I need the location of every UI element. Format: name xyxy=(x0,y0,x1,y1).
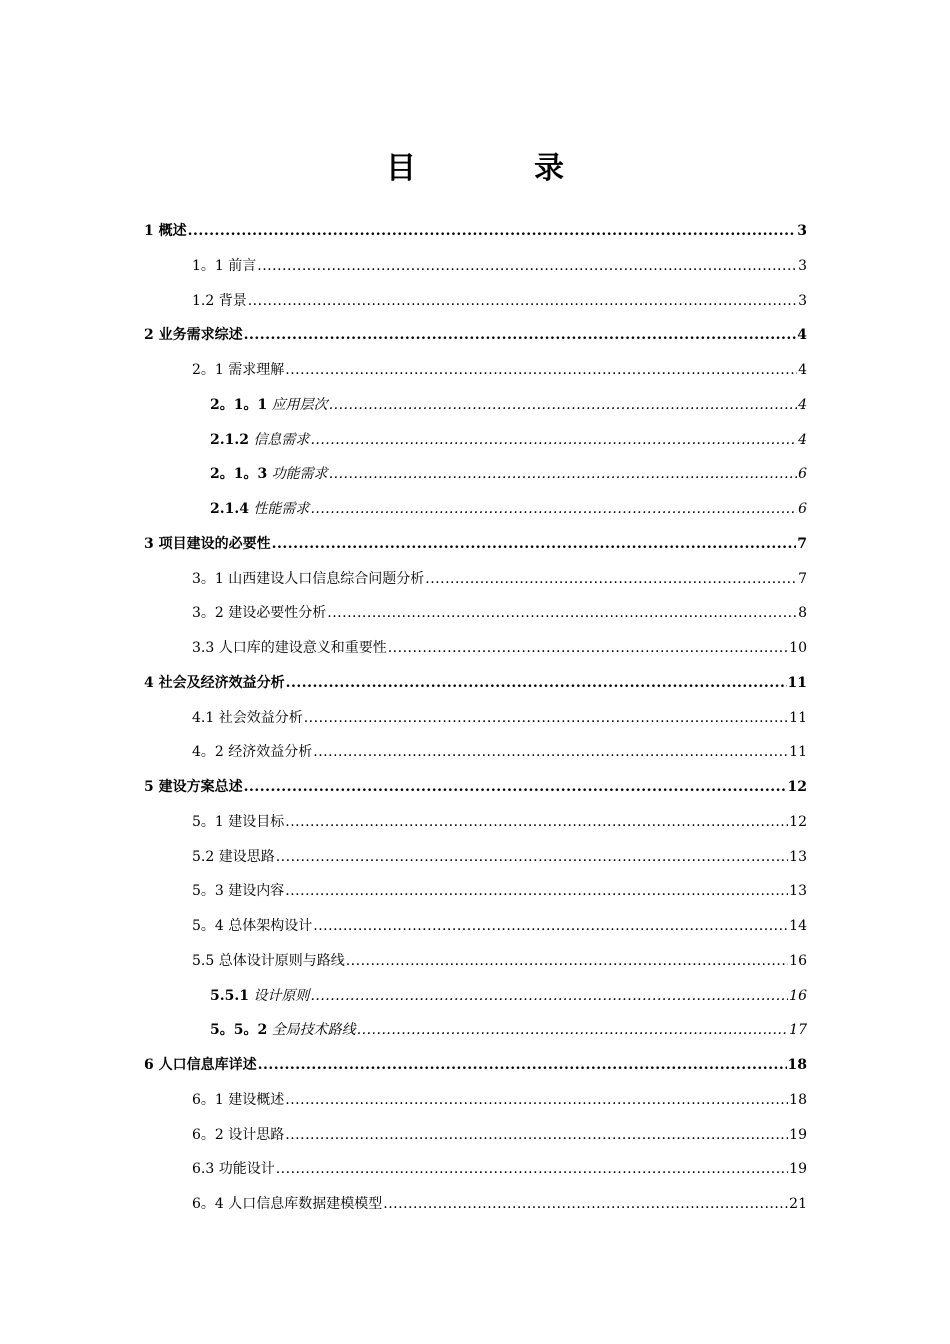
toc-entry-text: 社会及经济效益分析 xyxy=(158,674,285,691)
toc-entry-text: 应用层次 xyxy=(271,396,328,413)
toc-entry-level-2[interactable] xyxy=(144,805,807,840)
toc-entry-text: 概述 xyxy=(158,223,187,239)
toc-entry-level-2[interactable] xyxy=(144,1187,807,1222)
title-char-right: 录 xyxy=(534,151,564,186)
toc-dot-leader xyxy=(276,840,788,875)
toc-entry-level-2[interactable] xyxy=(144,874,807,909)
toc-entry-title xyxy=(192,909,312,944)
toc-entry-page-number: 8 xyxy=(798,605,807,622)
toc-entry-level-3[interactable] xyxy=(144,492,807,527)
toc-entry-page-number: 17 xyxy=(789,1022,807,1039)
toc-entry-text: 建设概述 xyxy=(228,1091,285,1108)
toc-entry-level-2[interactable] xyxy=(144,284,807,319)
toc-entry-level-2[interactable] xyxy=(144,596,807,631)
toc-entry-page-number: 16 xyxy=(789,987,807,1004)
toc-entry-text: 前言 xyxy=(228,257,257,274)
toc-entry-title xyxy=(192,353,284,388)
toc-entry-text: 建设必要性分析 xyxy=(228,605,327,622)
toc-entry-number: 4。2 xyxy=(192,744,224,761)
toc-entry-number: 1。1 xyxy=(192,257,224,274)
toc-entry-text: 建设思路 xyxy=(218,848,275,865)
table-of-contents xyxy=(144,214,807,1222)
toc-entry-page-number: 19 xyxy=(789,1126,807,1143)
toc-dot-leader xyxy=(285,353,797,388)
toc-entry-page-number: 4 xyxy=(797,327,807,344)
toc-entry-text: 人口信息库详述 xyxy=(158,1057,257,1073)
toc-entry-level-2[interactable] xyxy=(144,249,807,284)
toc-entry-page-number: 21 xyxy=(789,1196,807,1212)
toc-entry-text: 人口库的建设意义和重要性 xyxy=(218,640,387,656)
title-char-left: 目 xyxy=(386,151,416,186)
toc-entry-page-number: 19 xyxy=(789,1161,807,1178)
toc-entry-page-number: 4 xyxy=(798,431,807,448)
toc-entry-text: 总体设计原则与路线 xyxy=(218,952,345,969)
toc-dot-leader xyxy=(310,423,797,458)
toc-entry-page-number: 14 xyxy=(789,918,807,934)
toc-dot-leader xyxy=(310,492,797,527)
toc-dot-leader xyxy=(304,701,788,736)
toc-entry-page-number: 4 xyxy=(798,396,807,413)
toc-entry-text: 建设方案总述 xyxy=(158,779,243,795)
toc-entry-title xyxy=(144,1048,257,1083)
toc-entry-level-3[interactable] xyxy=(144,423,807,458)
toc-entry-title xyxy=(192,1187,382,1222)
toc-entry-page-number: 16 xyxy=(789,952,807,969)
toc-entry-text: 建设内容 xyxy=(228,883,285,900)
toc-entry-page-number: 7 xyxy=(797,535,807,552)
toc-entry-page-number: 13 xyxy=(789,848,807,865)
toc-entry-number: 3 xyxy=(144,535,154,552)
toc-entry-number: 2 xyxy=(144,327,154,344)
toc-dot-leader xyxy=(257,249,797,284)
toc-entry-title xyxy=(144,318,243,353)
toc-dot-leader xyxy=(272,527,797,562)
toc-entry-number: 6。1 xyxy=(192,1091,224,1108)
toc-entry-page-number: 12 xyxy=(789,813,807,830)
toc-entry-level-1[interactable] xyxy=(144,666,807,701)
toc-entry-title xyxy=(210,492,309,527)
toc-entry-number: 6。2 xyxy=(192,1126,224,1143)
toc-dot-leader xyxy=(276,1152,788,1187)
toc-entry-text: 设计原则 xyxy=(253,987,310,1004)
toc-dot-leader xyxy=(244,770,787,805)
toc-entry-text: 功能需求 xyxy=(271,466,328,483)
toc-entry-number: 2.1.4 xyxy=(210,501,249,517)
toc-entry-text: 功能设计 xyxy=(218,1161,275,1178)
toc-dot-leader xyxy=(244,318,797,353)
toc-entry-number: 6。4 xyxy=(192,1196,224,1212)
toc-dot-leader xyxy=(286,666,787,701)
toc-entry-title xyxy=(210,1013,356,1048)
toc-entry-page-number: 11 xyxy=(787,674,807,691)
toc-entry-number: 2。1。1 xyxy=(210,396,268,413)
toc-entry-title xyxy=(192,1118,284,1153)
toc-dot-leader xyxy=(327,596,797,631)
toc-entry-number: 5。4 xyxy=(192,918,224,934)
toc-entry-number: 4.1 xyxy=(192,709,215,726)
toc-entry-title xyxy=(192,596,326,631)
toc-entry-page-number: 13 xyxy=(789,883,807,900)
toc-entry-title xyxy=(192,562,424,597)
toc-entry-level-2[interactable] xyxy=(144,1083,807,1118)
toc-entry-number: 3。2 xyxy=(192,605,224,622)
toc-entry-number: 4 xyxy=(144,674,154,691)
page-title xyxy=(0,143,950,187)
toc-entry-level-1[interactable] xyxy=(144,214,807,249)
toc-dot-leader xyxy=(425,562,797,597)
toc-entry-text: 建设目标 xyxy=(228,813,285,830)
toc-dot-leader xyxy=(329,457,797,492)
toc-entry-number: 5。1 xyxy=(192,813,224,830)
toc-dot-leader xyxy=(346,944,788,979)
toc-entry-level-1[interactable] xyxy=(144,1048,807,1083)
toc-entry-text: 经济效益分析 xyxy=(228,744,313,761)
toc-entry-level-1[interactable] xyxy=(144,770,807,805)
toc-dot-leader xyxy=(357,1013,788,1048)
toc-entry-number: 5 xyxy=(144,779,154,795)
toc-entry-title xyxy=(192,1152,275,1187)
toc-entry-number: 2。1。3 xyxy=(210,466,268,483)
toc-dot-leader xyxy=(388,631,788,666)
toc-entry-number: 6 xyxy=(144,1057,154,1073)
toc-entry-title xyxy=(144,666,285,701)
toc-entry-title xyxy=(192,701,303,736)
toc-entry-level-2[interactable] xyxy=(144,909,807,944)
toc-dot-leader xyxy=(310,979,788,1014)
toc-entry-title xyxy=(144,770,243,805)
toc-entry-level-2[interactable] xyxy=(144,735,807,770)
toc-entry-text: 需求理解 xyxy=(228,362,285,378)
toc-entry-page-number: 7 xyxy=(798,570,807,587)
toc-entry-text: 人口信息库数据建模模型 xyxy=(228,1196,383,1212)
toc-entry-title xyxy=(192,1083,284,1118)
toc-dot-leader xyxy=(313,909,788,944)
toc-entry-level-2[interactable] xyxy=(144,944,807,979)
toc-entry-title xyxy=(192,284,247,319)
toc-entry-page-number: 11 xyxy=(789,709,807,726)
toc-entry-page-number: 3 xyxy=(798,257,807,274)
toc-entry-title xyxy=(210,457,328,492)
toc-entry-number: 2。1 xyxy=(192,362,224,378)
toc-dot-leader xyxy=(313,735,788,770)
toc-entry-title xyxy=(144,527,271,562)
toc-entry-level-2[interactable] xyxy=(144,562,807,597)
toc-entry-title xyxy=(192,631,387,666)
toc-dot-leader xyxy=(248,284,797,319)
toc-entry-title xyxy=(192,735,312,770)
toc-entry-text: 信息需求 xyxy=(253,431,310,448)
toc-entry-level-1[interactable] xyxy=(144,318,807,353)
toc-dot-leader xyxy=(188,214,797,249)
toc-entry-level-2[interactable] xyxy=(144,701,807,736)
toc-entry-text: 背景 xyxy=(218,292,247,309)
toc-entry-title xyxy=(144,214,187,249)
toc-entry-level-2[interactable] xyxy=(144,631,807,666)
toc-entry-page-number: 3 xyxy=(798,292,807,309)
toc-entry-title xyxy=(192,944,345,979)
toc-entry-page-number: 3 xyxy=(797,223,807,239)
toc-entry-text: 业务需求综述 xyxy=(158,327,243,344)
toc-entry-page-number: 10 xyxy=(789,640,807,656)
toc-entry-text: 全局技术路线 xyxy=(271,1022,356,1039)
toc-entry-text: 性能需求 xyxy=(253,501,310,517)
toc-entry-level-2[interactable] xyxy=(144,1118,807,1153)
toc-entry-number: 1.2 xyxy=(192,292,215,309)
toc-entry-page-number: 18 xyxy=(787,1057,807,1073)
toc-entry-number: 3。1 xyxy=(192,570,224,587)
toc-dot-leader xyxy=(258,1048,787,1083)
toc-entry-title xyxy=(192,874,284,909)
toc-entry-text: 项目建设的必要性 xyxy=(158,535,271,552)
toc-entry-level-2[interactable] xyxy=(144,1152,807,1187)
toc-dot-leader xyxy=(329,388,797,423)
toc-entry-title xyxy=(210,423,309,458)
toc-entry-number: 2.1.2 xyxy=(210,431,249,448)
toc-entry-number: 5.5 xyxy=(192,952,215,969)
toc-entry-text: 社会效益分析 xyxy=(218,709,303,726)
toc-entry-level-2[interactable] xyxy=(144,353,807,388)
toc-entry-number: 6.3 xyxy=(192,1161,215,1178)
toc-entry-number: 5.5.1 xyxy=(210,987,249,1004)
toc-entry-page-number: 18 xyxy=(789,1091,807,1108)
toc-entry-page-number: 6 xyxy=(798,466,807,483)
toc-entry-level-3[interactable] xyxy=(144,388,807,423)
toc-dot-leader xyxy=(285,874,788,909)
toc-entry-page-number: 4 xyxy=(798,362,807,378)
toc-entry-text: 总体架构设计 xyxy=(228,918,313,934)
toc-entry-title xyxy=(210,388,328,423)
toc-entry-page-number: 12 xyxy=(787,779,807,795)
toc-entry-text: 山西建设人口信息综合问题分析 xyxy=(228,570,425,587)
toc-entry-text: 设计思路 xyxy=(228,1126,285,1143)
toc-entry-number: 5.2 xyxy=(192,848,215,865)
toc-entry-title xyxy=(210,979,309,1014)
toc-entry-level-2[interactable] xyxy=(144,840,807,875)
toc-entry-number: 5。5。2 xyxy=(210,1022,268,1039)
toc-dot-leader xyxy=(285,1083,788,1118)
toc-entry-title xyxy=(192,805,284,840)
toc-entry-title xyxy=(192,840,275,875)
toc-dot-leader xyxy=(285,805,788,840)
toc-entry-level-3[interactable] xyxy=(144,457,807,492)
toc-entry-level-3[interactable] xyxy=(144,979,807,1014)
toc-entry-number: 1 xyxy=(144,223,154,239)
toc-dot-leader xyxy=(285,1118,788,1153)
toc-entry-page-number: 11 xyxy=(789,744,807,761)
toc-entry-number: 3.3 xyxy=(192,640,215,656)
toc-entry-number: 5。3 xyxy=(192,883,224,900)
toc-entry-level-1[interactable] xyxy=(144,527,807,562)
toc-entry-page-number: 6 xyxy=(798,501,807,517)
toc-dot-leader xyxy=(383,1187,788,1222)
toc-entry-title xyxy=(192,249,256,284)
toc-entry-level-3[interactable] xyxy=(144,1013,807,1048)
